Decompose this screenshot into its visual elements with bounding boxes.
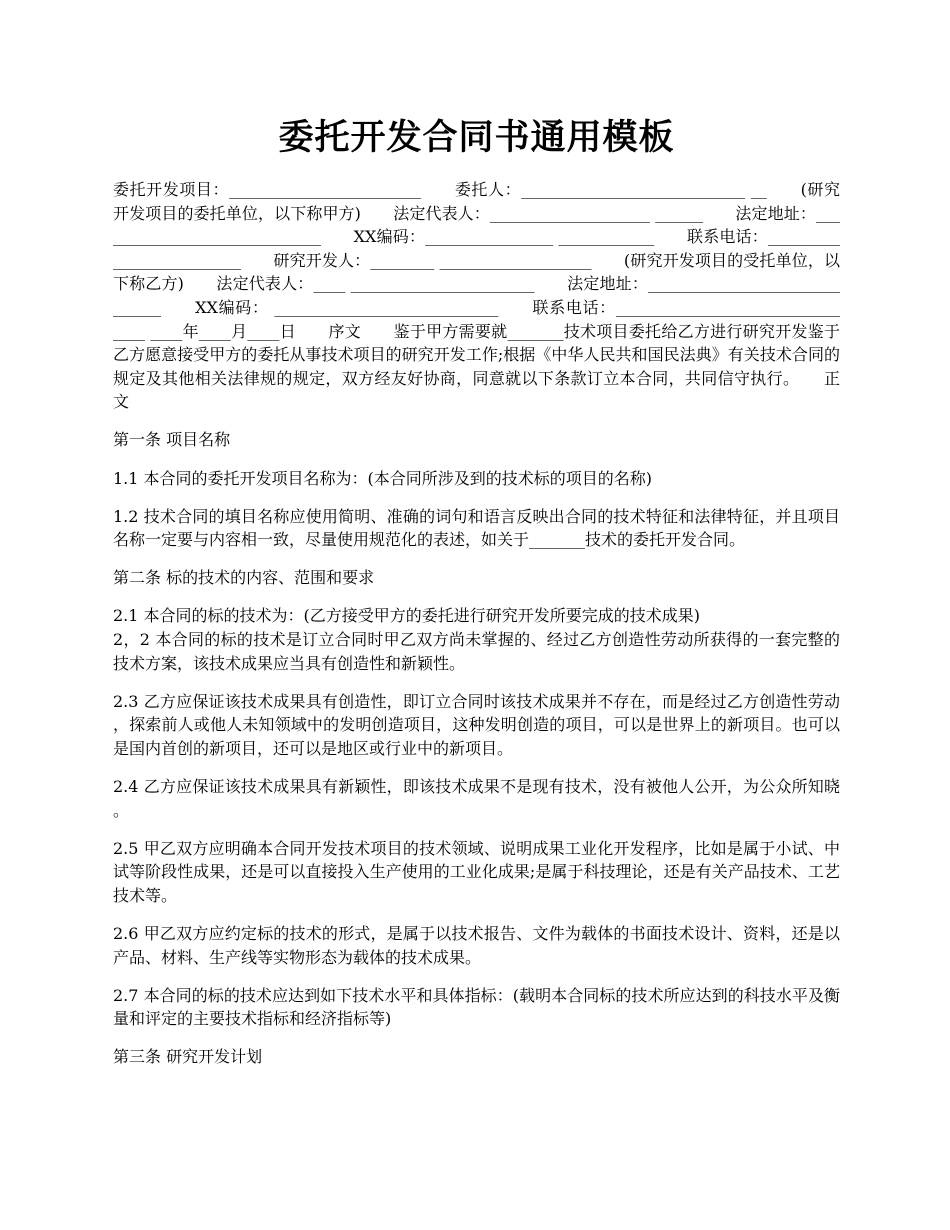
contract-parties-intro: 委托开发项目：________________________ 委托人：____________________________ __ (研究开发项目的委托单位，以下称甲方) 法定代表人：____________________ ______ 法定地址：_____________________________ XX编码：________________ ____________ 联系电话：_________________________ 研究开发人：________ ___________________ (研究开发项目的受托单位，以下称乙方) 法定代表人：____ _______________________ 法定地址：______________________________ XX编码： ____________________________ 联系电话：____________________________ ____ ____年____月____日 序文 鉴于甲方需要就_______技术项目委托给乙方进行研究开发鉴于乙方愿意接受甲方的委托从事技术项目的研究开发工作;根据《中华人民共和国民法典》有关技术合同的规定及其他相关法律规的规定，双方经友好协商，同意就以下条款订立本合同，共同信守执行。 正文 bbox=[113, 180, 873, 412]
clause-1-2: 1.2 技术合同的填目名称应使用简明、准确的词句和语言反映出合同的技术特征和法律特征，并且项目名称一定要与内容相一致，尽量使用规范化的表述，如关于_______技术的委托开发合同。 bbox=[113, 506, 840, 550]
clause-2-3: 2.3 乙方应保证该技术成果具有创造性，即订立合同时该技术成果并不存在，而是经过乙方创造性劳动，探索前人或他人未知领域中的发明创造项目，这种发明创造的项目，可以是世界上的新项目。也可以是国内首创的新项目，还可以是地区或行业中的新项目。 bbox=[113, 691, 840, 758]
clause-2-4: 2.4 乙方应保证该技术成果具有新颖性，即该技术成果不是现有技术，没有被他人公开，为公众所知晓。 bbox=[113, 776, 840, 820]
clause-1-1: 1.1 本合同的委托开发项目名称为：(本合同所涉及到的技术标的项目的名称) bbox=[113, 468, 653, 488]
article-3-heading: 第三条 研究开发计划 bbox=[113, 1047, 263, 1067]
clause-2-7: 2.7 本合同的标的技术应达到如下技术水平和具体指标：(载明本合同标的技术所应达到的科技水平及衡量和评定的主要技术指标和经济指标等) bbox=[113, 985, 840, 1029]
document-title: 委托开发合同书通用模板 bbox=[278, 117, 675, 158]
article-1-heading: 第一条 项目名称 bbox=[113, 430, 231, 450]
clause-2-1: 2.1 本合同的标的技术为：(乙方接受甲方的委托进行研究开发所要完成的技术成果) bbox=[113, 606, 701, 626]
clause-2-2: 2，2 本合同的标的技术是订立合同时甲乙双方尚未掌握的、经过乙方创造性劳动所获得的一套完整的技术方案，该技术成果应当具有创造性和新颖性。 bbox=[113, 630, 840, 673]
document-page bbox=[113, 0, 873, 1083]
document-body bbox=[113, 178, 873, 1069]
clause-2-6: 2.6 甲乙双方应约定标的技术的形式，是属于以技术报告、文件为载体的书面技术设计、资料，还是以产品、材料、生产线等实物形态为载体的技术成果。 bbox=[113, 923, 840, 967]
clause-2-5: 2.5 甲乙双方应明确本合同开发技术项目的技术领域、说明成果工业化开发程序，比如是属于小试、中试等阶段性成果，还是可以直接投入生产使用的工业化成果;是属于科技理论，还是有关产品技术、工艺技术等。 bbox=[113, 838, 840, 905]
article-2-heading: 第二条 标的技术的内容、范围和要求 bbox=[113, 568, 375, 588]
